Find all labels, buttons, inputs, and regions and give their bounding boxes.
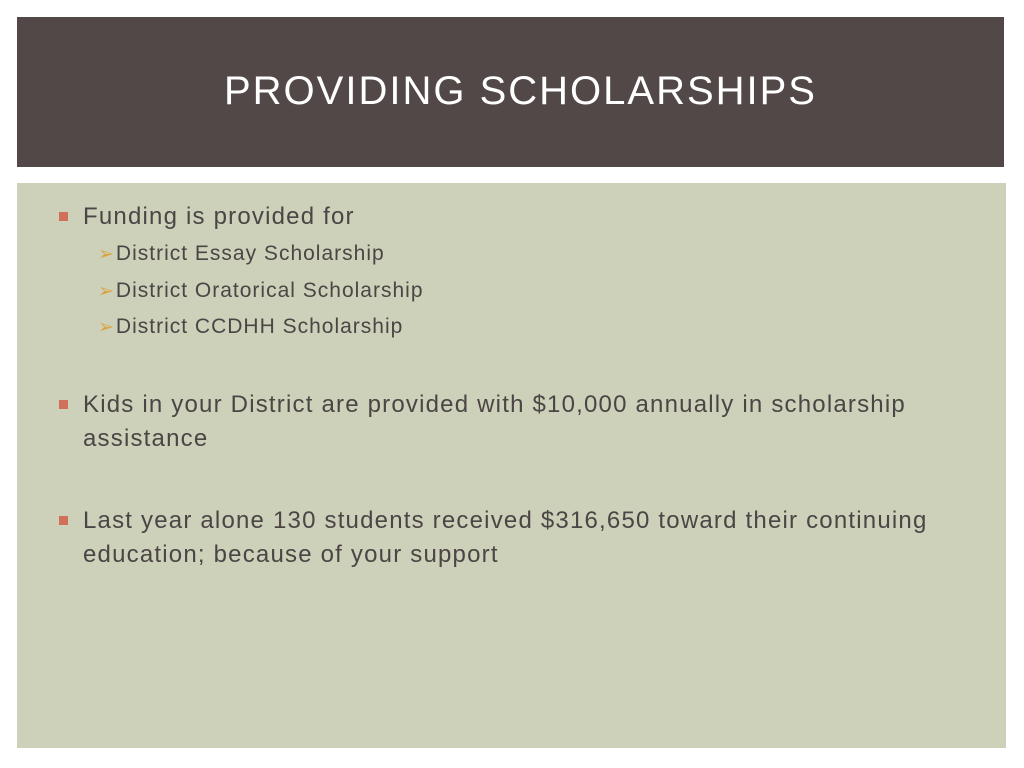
bullet-text: Last year alone 130 students received $316,650 toward their continuing education; because of your support — [83, 507, 928, 568]
sub-bullet-text: District Oratorical Scholarship — [115, 279, 424, 302]
sub-bullet-item-essay — [98, 240, 385, 268]
slide-title: PROVIDING SCHOLARSHIPS — [223, 68, 817, 113]
square-bullet-icon — [59, 400, 68, 409]
sub-bullet-item-oratorical — [98, 277, 424, 305]
sub-bullet-item-ccdhh — [98, 313, 403, 341]
sub-bullet-text: District CCDHH Scholarship — [115, 315, 404, 338]
arrow-bullet-icon: ➢ — [98, 316, 115, 338]
bullet-item-funding — [83, 200, 943, 234]
bullet-item-last-year — [83, 504, 943, 572]
sub-bullet-text: District Essay Scholarship — [115, 242, 385, 265]
arrow-bullet-icon: ➢ — [98, 243, 115, 265]
content-panel — [17, 183, 1006, 748]
arrow-bullet-icon: ➢ — [98, 280, 115, 302]
square-bullet-icon — [59, 212, 68, 221]
square-bullet-icon — [59, 516, 68, 525]
bullet-item-annual-funding — [83, 388, 943, 456]
bullet-text: Kids in your District are provided with $10,000 annually in scholarship assistance — [83, 391, 906, 452]
bullet-text: Funding is provided for — [83, 203, 355, 230]
title-bar — [17, 17, 1004, 167]
